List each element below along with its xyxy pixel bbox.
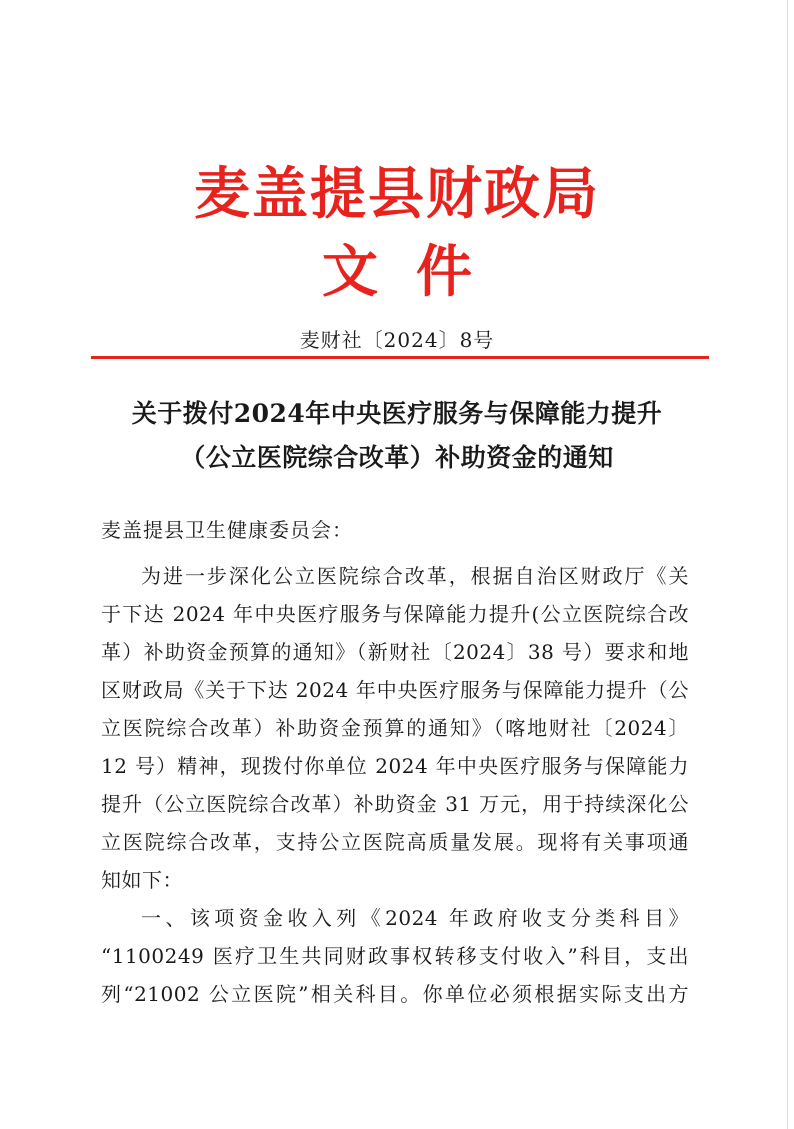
- body-line: 12 号）精神，现拨付你单位 2024 年中央医疗服务与保障能力: [101, 754, 689, 778]
- issuing-organization: 麦盖提县财政局: [194, 162, 600, 227]
- document-title-line-1: 关于拨付2024年中央医疗服务与保障能力提升: [131, 399, 663, 428]
- body-line: 于下达 2024 年中央医疗服务与保障能力提升(公立医院综合改: [101, 602, 689, 626]
- red-separator-line: [91, 356, 709, 359]
- body-line: 区财政局《关于下达 2024 年中央医疗服务与保障能力提升（公: [101, 678, 689, 702]
- addressee: 麦盖提县卫生健康委员会：: [101, 518, 353, 542]
- body-line: “1100249 医疗卫生共同财政事权转移支付收入”科目，支出: [101, 944, 689, 968]
- document-number: 麦财社〔2024〕8号: [299, 328, 495, 352]
- body-line: 立医院综合改革）补助资金预算的通知》（喀地财社〔2024〕: [101, 716, 689, 740]
- body-line: 立医院综合改革，支持公立医院高质量发展。现将有关事项通: [101, 830, 689, 854]
- body-line: 列“21002 公立医院”相关科目。你单位必须根据实际支出方: [101, 982, 689, 1006]
- body-line: 为进一步深化公立医院综合改革，根据自治区财政厅《关: [141, 564, 689, 588]
- body-line: 知如下：: [101, 868, 183, 892]
- document-title-line-2: （公立医院综合改革）补助资金的通知: [180, 443, 614, 472]
- body-line: 一、该项资金收入列《2024 年政府收支分类科目》: [141, 906, 689, 930]
- body-line: 提升（公立医院综合改革）补助资金 31 万元，用于持续深化公: [101, 792, 689, 816]
- document-type-label: 文件: [322, 240, 510, 305]
- body-line: 革）补助资金预算的通知》（新财社〔2024〕38 号）要求和地: [101, 640, 689, 664]
